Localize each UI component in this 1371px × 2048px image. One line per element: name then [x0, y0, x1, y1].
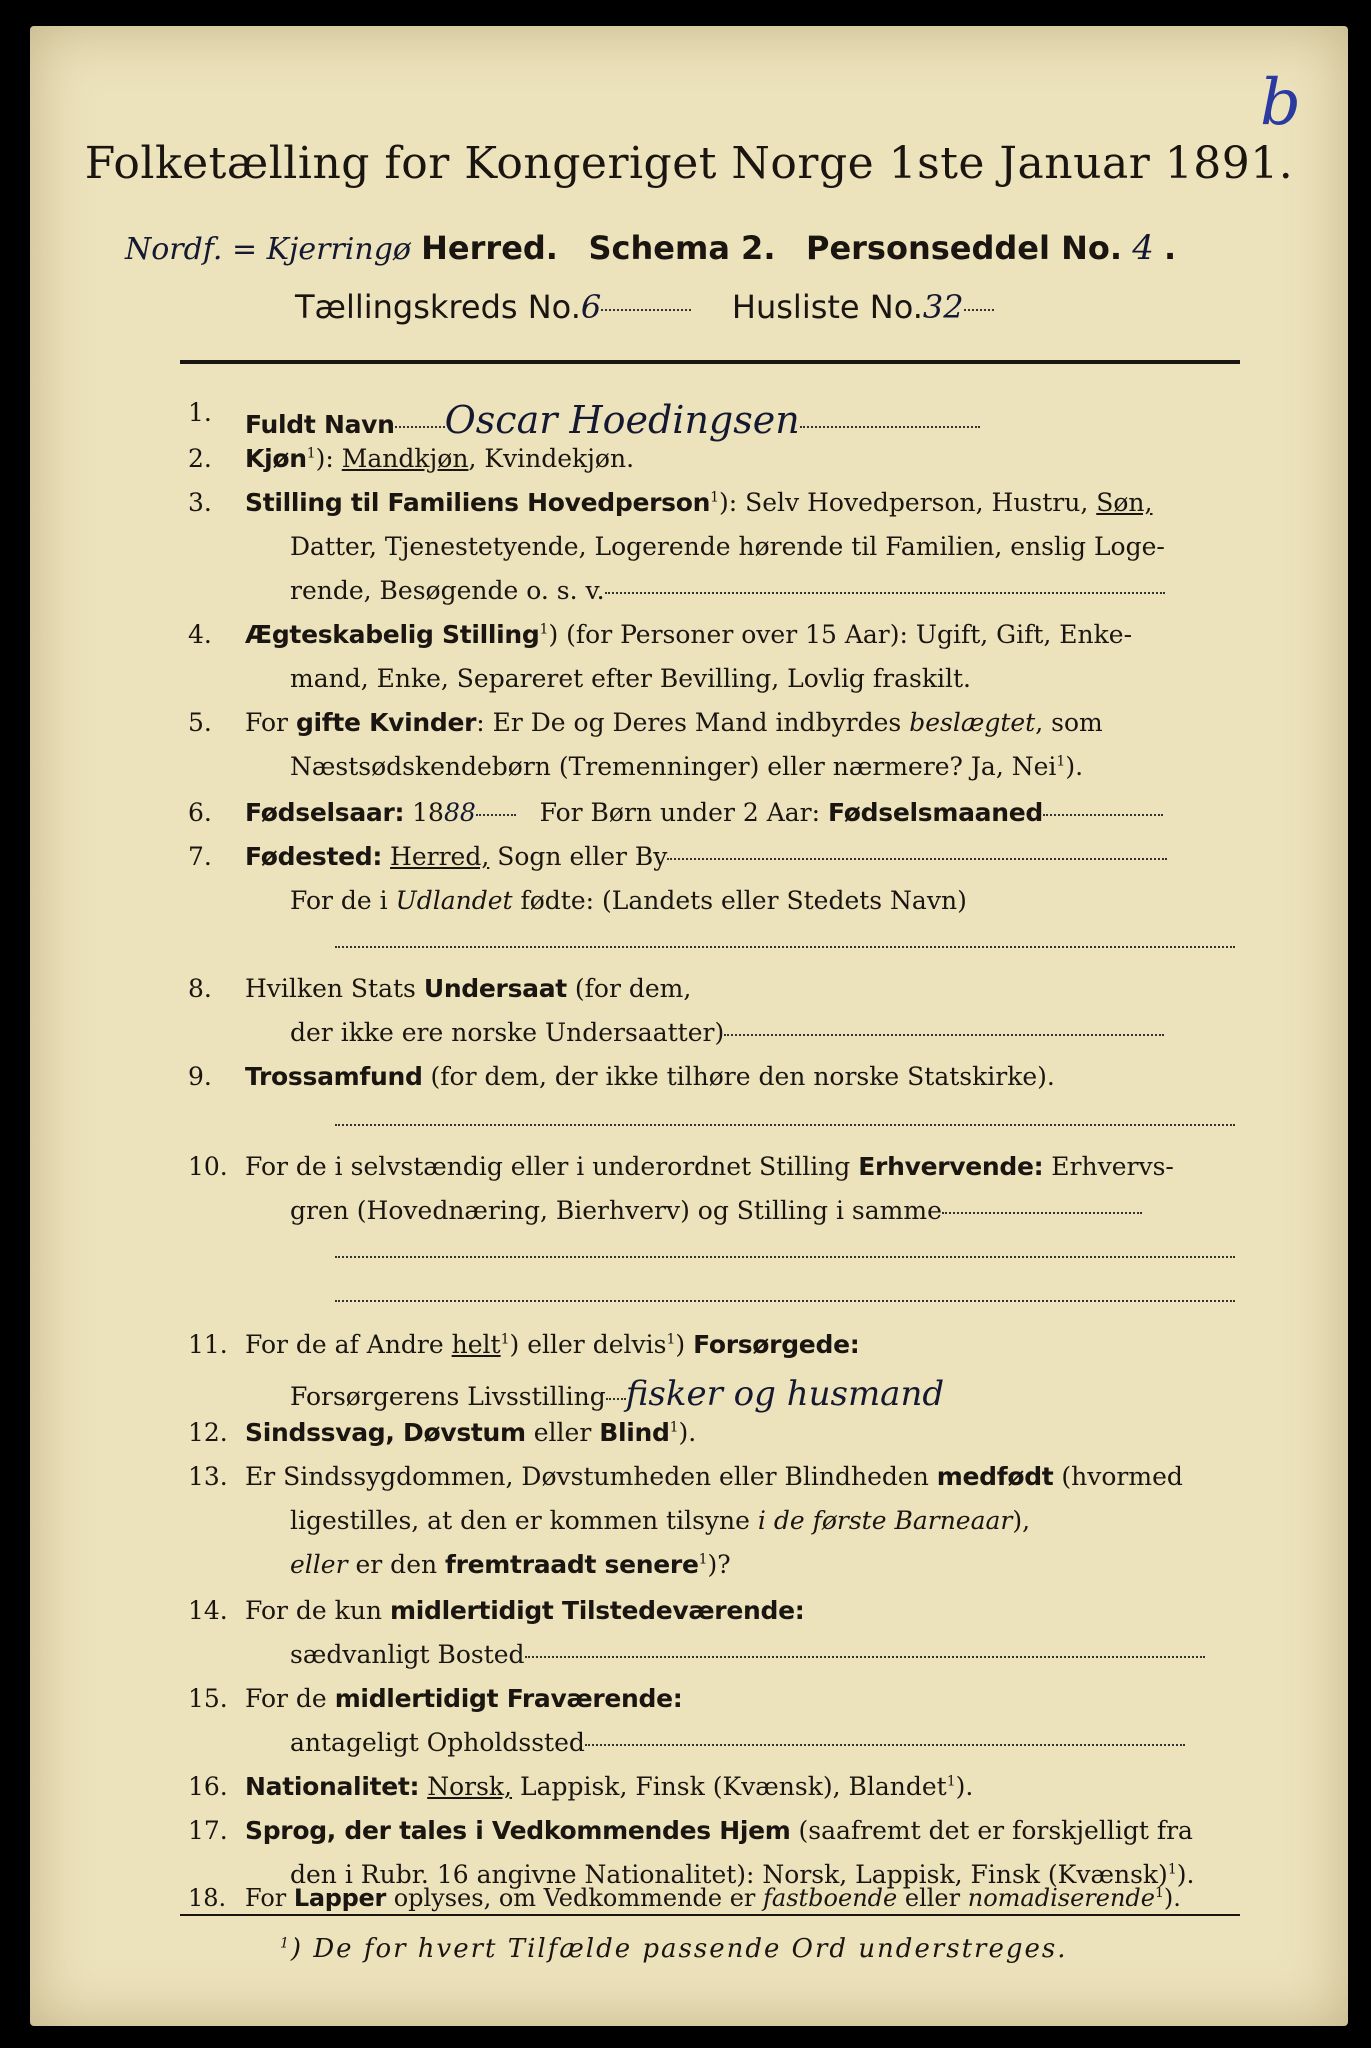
herred-handwritten: Nordf. = Kjerringø: [125, 232, 411, 267]
header-line-2: Nordf. = Kjerringø Herred. Schema 2. Personseddel No. 4 .: [125, 228, 1177, 268]
husliste-number: 32: [922, 288, 964, 326]
schema-label: Schema 2.: [588, 229, 776, 267]
form-title: Folketælling for Kongeriget Norge 1ste Januar 1891.: [84, 138, 1294, 189]
kreds-label: Tællingskreds No.: [295, 288, 581, 326]
personseddel-number: 4: [1132, 228, 1154, 268]
personseddel-label: Personseddel No.: [805, 229, 1123, 267]
header-line-3: [295, 288, 994, 326]
corner-mark: b: [1260, 66, 1301, 140]
footnote: $^1$) De for hvert Tilfælde passende Ord understreges.: [280, 1934, 1068, 1964]
herred-label: Herred.: [421, 229, 558, 267]
name-handwritten: Oscar Hoedingsen: [444, 398, 800, 442]
census-form: b Folketælling for Kongeriget Norge 1ste Januar 1891. Nordf. = Kjerringø Herred. Schema 2. Personseddel No. 4 . Tællingskreds No.6 Husliste No.32 1. Fuldt Navn Oscar Hoedingsen 2. Kjøn$^1$): Mandkjøn, Kvindekjøn. 3. Stilling til Familiens Hovedperson$^1$): Selv Hovedperson, Hustru, Søn, Datter, Tjenestetyende, Logerende hørende til Familien, enslig Loge- rende, Besøgende o. s. v. 4. Ægteskabelig Stilling$^1$) (for Personer over 15 Aar): Ugift, Gift, Enke- mand, Enke, Separeret efter Bevilling, Lovlig fraskilt. 5. For gifte Kvinder: Er De og Deres Mand indbyrdes beslægtet, som Næstsødskendebørn (Tremenninger) eller nærmere? Ja, Nei$^1$). 6. Fødselsaar: 1888 For Børn under 2 Aar: Fødselsmaaned 7. Fødested: Herred, Sogn eller By For de i Udlandet fødte: (Landets eller Stedets Navn) 8. Hvilken Stats Undersaat (for dem, der ikke ere norske Undersaatter) 9. Trossamfund (for dem, der ikke tilhøre den norske Statskirke). 10. For de i selvstændig eller i underordnet Stilling Erhvervende: Erhvervs- gren (Hovednæring, Bierhverv) og Stilling i samme 11. For de af Andre helt$^1$) eller delvis$^1$) Forsørgede: Forsørgerens Livsstilling fisker og husmand 12. Sindssvag, Døvstum eller Blind$^1$). 13. Er Sindssygdommen, Døvstumheden eller Blindheden medfødt (hvormed ligestilles, at den er kommen tilsyne i de første Barneaar), eller er den fremtraadt senere$^1$)? 14. For de kun midlertidigt Tilstedeværende: sædvanligt Bosted 15. For de midlertidigt Fraværende: antageligt Opholdssted 16. Nationalitet: Norsk, Lappisk, Finsk (Kvænsk), Blandet$^1$). 17. Sprog, der tales i Vedkommendes Hjem (saafremt det er forskjelligt fra den i Rubr. 16 angivne Nationalitet): Norsk, Lappisk, Finsk (Kvænsk)$^1$). 18. For Lapper oplyses, om Vedkommende er fastboende eller nomadiserende$^1$). $^1$) De for hvert Tilfælde passende Ord understreges.: [30, 26, 1348, 2026]
kreds-number: 6: [580, 288, 602, 326]
footer-rule: [180, 1914, 1240, 1916]
husliste-label: Husliste No.: [731, 288, 923, 326]
provider-occupation-handwritten: fisker og husmand: [625, 1374, 945, 1414]
header-rule: [180, 360, 1240, 364]
birth-year-handwritten: 88: [443, 798, 476, 827]
